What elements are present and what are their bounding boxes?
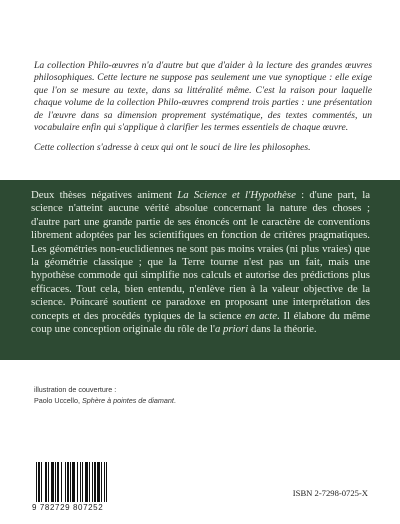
isbn: ISBN 2-7298-0725-X <box>292 488 368 498</box>
barcode-bar <box>97 462 100 502</box>
credit-work: Sphère à pointes de diamant <box>81 395 174 405</box>
barcode-bar <box>41 462 42 502</box>
credit-label: illustration de couverture : <box>34 385 117 394</box>
barcode-bar <box>101 462 102 502</box>
barcode-bar <box>70 462 71 502</box>
barcode-bar <box>38 462 40 502</box>
summary-text-1: Deux thèses négatives animent <box>31 189 178 201</box>
barcode-bar <box>67 462 69 502</box>
collection-paragraph-2: Cette collection s'adresse à ceux qui ont le souci de lire les philosophes. <box>34 142 311 154</box>
barcode-bar <box>65 462 66 502</box>
barcode-digits: 9 782729 807252 <box>32 503 104 512</box>
summary-en-acte: en acte <box>245 309 278 322</box>
collection-description <box>34 60 372 163</box>
book-title: La Science et l'Hypothèse <box>177 189 296 201</box>
barcode-bar <box>92 462 93 502</box>
barcode-bar <box>89 462 90 502</box>
barcode-bar <box>72 462 75 502</box>
barcode-bar <box>55 462 56 502</box>
barcode-bar <box>48 462 49 502</box>
book-summary <box>31 189 370 336</box>
barcode-bar <box>77 462 78 502</box>
barcode-bar <box>61 462 62 502</box>
cover-credit <box>34 385 334 406</box>
barcode-bar <box>94 462 96 502</box>
barcode-bar <box>106 462 107 502</box>
collection-paragraph-1: La collection Philo-œuvres n'a d'autre but que d'aider à la lecture des grandes œuvres philosophiques. Cette lecture ne suppose pas seulement une vue synoptique : elle exige que l'on se mesure au texte, dans sa littéralité même. C'est la raison pour laquelle chaque volume de la collection Philo-œuvres comprend trois parties : une présentation de l'œuvre dans sa dimension proprement systématique, des textes commentés, un vocabulaire enfin qui s'applique à clarifier les termes essentiels de chaque œuvre. <box>34 60 372 134</box>
barcode-bar <box>82 462 83 502</box>
summary-text-2: : d'une part, la science n'atteint aucune vérité absolue concernant la nature des choses ; d'autre part une grande partie de ses énoncés ont le caractère de conventions librement adoptées par les scientifiques en fonction de critères pragmatiques. Les géométries non-euclidiennes ne sont pas moins vraies (ni plus vraies) que la géométrie classique ; que la Terre tourne n'est pas un fait, mais une hypothèse commode qui simplifie nos calculs et autorise des prédictions plus efficaces. Tout cela, bien entendu, n'enlève rien à la valeur objective de la science. Poincaré soutient ce paradoxe en proposant une interprétation des concepts et des procédés typiques de la science <box>31 189 370 322</box>
barcode-bar <box>85 462 88 502</box>
credit-artist: Paolo Uccello, <box>34 395 82 405</box>
barcode-bar <box>80 462 81 502</box>
credit-end: . <box>173 395 176 405</box>
barcode-bar <box>45 462 47 502</box>
barcode-bar <box>57 462 59 502</box>
summary-text-3: . Il élabore du même coup une conception originale du rôle de l' <box>31 309 370 336</box>
barcode <box>34 462 144 508</box>
barcode-bar <box>51 462 54 502</box>
summary-a-priori: a priori <box>214 323 249 336</box>
barcode-bar <box>36 462 37 502</box>
summary-text-4: dans la théorie. <box>248 323 317 336</box>
credit-line <box>34 396 334 407</box>
barcode-bar <box>104 462 105 502</box>
